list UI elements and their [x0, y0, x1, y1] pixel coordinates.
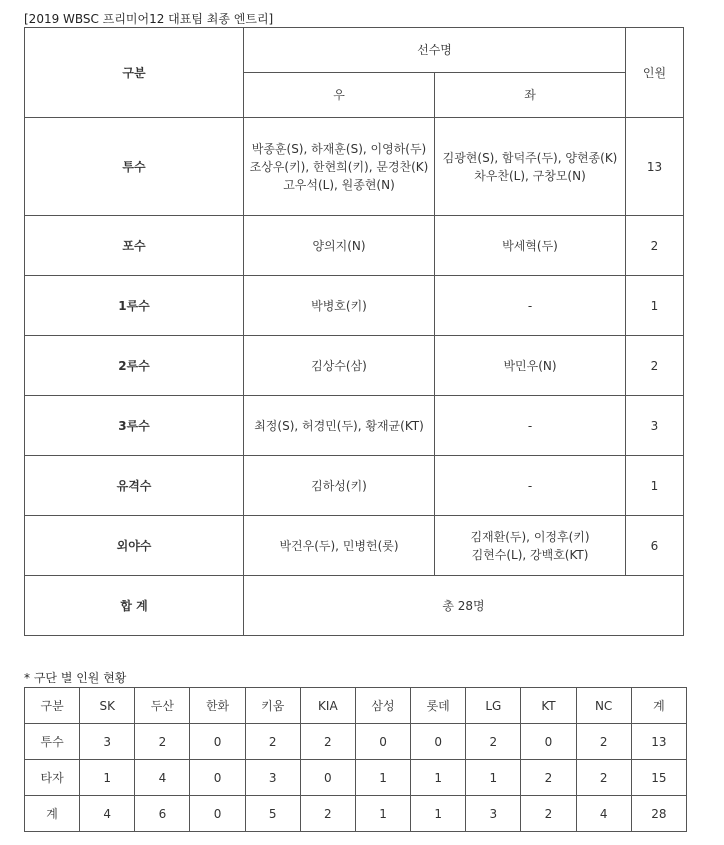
header-cell: NC: [576, 688, 631, 724]
right-players: 김하성(키): [244, 456, 435, 516]
header-right: 우: [244, 73, 435, 118]
player-count: 1: [626, 276, 684, 336]
header-cell: LG: [466, 688, 521, 724]
table-cell: 투수: [25, 724, 80, 760]
table-cell: 0: [190, 760, 245, 796]
table-cell: 2: [576, 724, 631, 760]
table-cell: 계: [25, 796, 80, 832]
left-players: [435, 516, 626, 576]
table-cell: 1: [411, 760, 466, 796]
table-cell: 6: [135, 796, 190, 832]
position-label: 유격수: [25, 456, 244, 516]
table-cell: 4: [80, 796, 135, 832]
page-title: [2019 WBSC 프리미어12 대표팀 최종 엔트리]: [24, 12, 274, 26]
table-cell: 15: [631, 760, 686, 796]
left-players: -: [435, 456, 626, 516]
table-cell: 3: [466, 796, 521, 832]
header-cell: 계: [631, 688, 686, 724]
roster-row-second-base: [25, 336, 684, 396]
table-cell: 0: [300, 760, 355, 796]
total-value: 총 28명: [244, 576, 684, 636]
table-cell: 2: [576, 760, 631, 796]
table-cell: 3: [245, 760, 300, 796]
position-label: 투수: [25, 118, 244, 216]
team-header-row: [25, 688, 687, 724]
player-line: 박종훈(S), 하재훈(S), 이영하(두): [251, 141, 427, 156]
position-label: 포수: [25, 216, 244, 276]
table-cell: 2: [245, 724, 300, 760]
header-cell: KT: [521, 688, 576, 724]
right-players: 박병호(키): [244, 276, 435, 336]
team-row-total: [25, 796, 687, 832]
table-cell: 타자: [25, 760, 80, 796]
left-players: 박민우(N): [435, 336, 626, 396]
table-cell: 4: [135, 760, 190, 796]
table-cell: 2: [521, 796, 576, 832]
roster-row-shortstop: [25, 456, 684, 516]
position-label: 외야수: [25, 516, 244, 576]
team-row-batters: [25, 760, 687, 796]
roster-table: [24, 27, 684, 636]
header-cell: 키움: [245, 688, 300, 724]
table-cell: 5: [245, 796, 300, 832]
table-cell: 13: [631, 724, 686, 760]
roster-row-third-base: [25, 396, 684, 456]
table-cell: 2: [300, 796, 355, 832]
player-count: 6: [626, 516, 684, 576]
roster-row-catcher: [25, 216, 684, 276]
header-cell: 두산: [135, 688, 190, 724]
player-count: 1: [626, 456, 684, 516]
table-cell: 3: [80, 724, 135, 760]
header-left: 좌: [435, 73, 626, 118]
header-cell: 구분: [25, 688, 80, 724]
roster-row-outfield: [25, 516, 684, 576]
table-cell: 2: [300, 724, 355, 760]
team-row-pitchers: [25, 724, 687, 760]
header-count: 인원: [626, 28, 684, 118]
player-count: 2: [626, 336, 684, 396]
table-cell: 2: [466, 724, 521, 760]
table-cell: 1: [80, 760, 135, 796]
table-cell: 1: [355, 760, 410, 796]
left-players: -: [435, 396, 626, 456]
table-cell: 0: [190, 724, 245, 760]
total-label: 합 계: [25, 576, 244, 636]
team-count-note: * 구단 별 인원 현황: [24, 671, 127, 685]
header-cell: 롯데: [411, 688, 466, 724]
right-players: 박건우(두), 민병헌(롯): [244, 516, 435, 576]
player-line: 조상우(키), 한현희(키), 문경찬(K): [249, 159, 429, 174]
table-cell: 2: [135, 724, 190, 760]
header-cell: KIA: [300, 688, 355, 724]
header-division: 구분: [25, 28, 244, 118]
right-players: 김상수(삼): [244, 336, 435, 396]
table-cell: 28: [631, 796, 686, 832]
roster-total-row: [25, 576, 684, 636]
header-cell: 한화: [190, 688, 245, 724]
right-players: 양의지(N): [244, 216, 435, 276]
left-players: [435, 118, 626, 216]
table-cell: 4: [576, 796, 631, 832]
table-cell: 1: [411, 796, 466, 832]
player-line: 김광현(S), 함덕주(두), 양현종(K): [442, 150, 618, 165]
left-players: 박세혁(두): [435, 216, 626, 276]
table-cell: 2: [521, 760, 576, 796]
header-players: 선수명: [244, 28, 626, 73]
table-cell: 0: [355, 724, 410, 760]
player-line: 김재환(두), 이정후(키): [470, 529, 590, 544]
player-line: 차우찬(L), 구창모(N): [474, 168, 586, 183]
position-label: 1루수: [25, 276, 244, 336]
right-players: [244, 118, 435, 216]
table-cell: 1: [355, 796, 410, 832]
roster-row-pitcher: [25, 118, 684, 216]
team-count-table: [24, 687, 687, 832]
table-cell: 1: [466, 760, 521, 796]
player-count: 2: [626, 216, 684, 276]
player-line: 고우석(L), 원종현(N): [283, 177, 395, 192]
table-cell: 0: [411, 724, 466, 760]
position-label: 2루수: [25, 336, 244, 396]
player-count: 13: [626, 118, 684, 216]
left-players: -: [435, 276, 626, 336]
header-cell: 삼성: [355, 688, 410, 724]
position-label: 3루수: [25, 396, 244, 456]
header-cell: SK: [80, 688, 135, 724]
right-players: 최정(S), 허경민(두), 황재균(KT): [244, 396, 435, 456]
table-cell: 0: [190, 796, 245, 832]
player-line: 김현수(L), 강백호(KT): [471, 547, 589, 562]
table-cell: 0: [521, 724, 576, 760]
player-count: 3: [626, 396, 684, 456]
roster-row-first-base: [25, 276, 684, 336]
